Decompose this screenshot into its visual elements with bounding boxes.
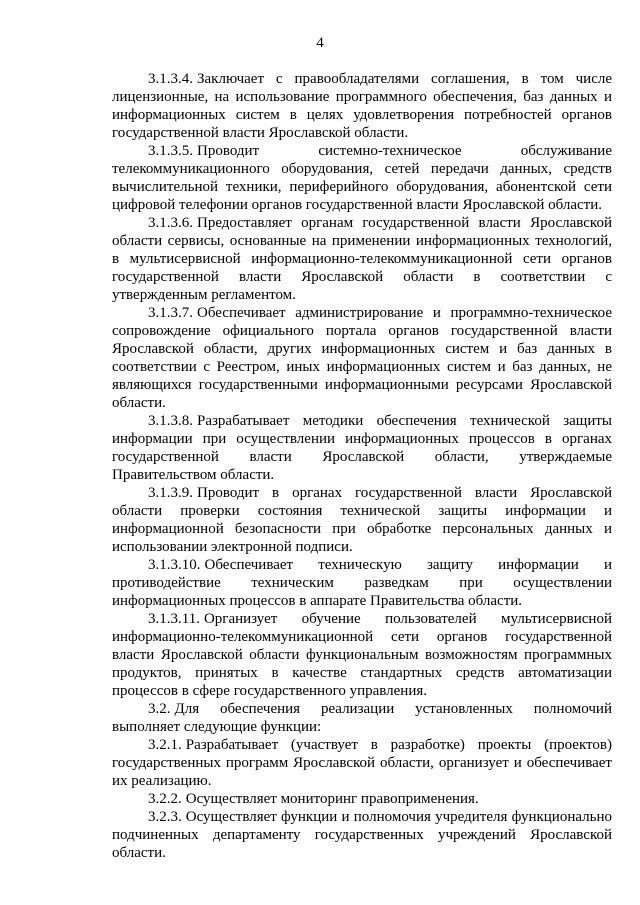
paragraph-text: Проводит системно-техническое обслуживание телекоммуникационного оборудования, сетей передачи данных, средств вычислительной техники, периферийного оборудования, абонентской сети цифровой телефонии органов государственной власти Ярославской области. — [112, 143, 612, 213]
paragraph-number: 3.1.3.7. — [148, 305, 193, 321]
paragraph-3-1-3-11 — [112, 610, 612, 700]
paragraph-number: 3.2.3. — [148, 809, 182, 825]
paragraph-number: 3.1.3.5. — [148, 143, 193, 159]
paragraph-number: 3.2.2. — [148, 791, 182, 807]
paragraph-3-1-3-7 — [112, 304, 612, 412]
paragraph-text: Предоставляет органам государственной власти Ярославской области сервисы, основанные на применении информационных технологий, в мультисервисной информационно-телекоммуникационной сети органов государственной власти Ярославской области в соответствии с утвержденным регламентом. — [112, 215, 612, 303]
paragraph-number: 3.1.3.4. — [148, 71, 193, 87]
paragraph-number: 3.1.3.6. — [148, 215, 193, 231]
paragraph-3-2 — [112, 700, 612, 736]
paragraph-number: 3.1.3.10. — [148, 557, 201, 573]
paragraph-3-1-3-5 — [112, 142, 612, 214]
paragraph-3-1-3-6 — [112, 214, 612, 304]
paragraph-3-1-3-8 — [112, 412, 612, 484]
paragraph-text: Организует обучение пользователей мультисервисной информационно-телекоммуникационной сети органов государственной власти Ярославской области функциональным возможностям программных продуктов, принятых в качестве стандартных средств автоматизации процессов в сфере государственного управления. — [112, 611, 612, 699]
paragraph-text: Осуществляет мониторинг правоприменения. — [185, 791, 479, 807]
paragraph-text: Заключает с правообладателями соглашения, в том числе лицензионные, на использование программного обеспечения, баз данных и информационных систем в целях удовлетворения потребностей органов государственной власти Ярославской области. — [112, 71, 612, 141]
paragraph-text: Разрабатывает методики обеспечения технической защиты информации при осуществлении информационных процессов в органах государственной власти Ярославской области, утверждаемые Правительством области. — [112, 413, 612, 483]
paragraph-number: 3.1.3.9. — [148, 485, 193, 501]
paragraph-3-2-3 — [112, 808, 612, 862]
paragraph-text: Осуществляет функции и полномочия учредителя функционально подчиненных департаменту государственных учреждений Ярославской области. — [112, 809, 612, 861]
paragraph-number: 3.1.3.8. — [148, 413, 193, 429]
paragraph-number: 3.2. — [148, 701, 171, 717]
paragraph-text: Проводит в органах государственной власти Ярославской области проверки состояния технической защиты информации и информационной безопасности при обработке персональных данных и использовании электронной подписи. — [112, 485, 612, 555]
paragraph-text: Разрабатывает (участвует в разработке) проекты (проектов) государственных программ Ярославской области, организует и обеспечивает их реализацию. — [112, 737, 612, 789]
paragraph-text: Для обеспечения реализации установленных полномочий выполняет следующие функции: — [112, 701, 612, 735]
paragraph-number: 3.1.3.11. — [148, 611, 200, 627]
paragraph-3-1-3-10 — [112, 556, 612, 610]
page-number: 4 — [316, 35, 324, 51]
paragraph-number: 3.2.1. — [148, 737, 182, 753]
paragraph-text: Обеспечивает администрирование и программно-техническое сопровождение официального портала органов государственной власти Ярославской области, других информационных систем и баз данных в соответствии с Реестром, иных информационных систем и баз данных, не являющихся государственными информационными ресурсами Ярославской области. — [112, 305, 612, 411]
paragraph-3-1-3-4 — [112, 70, 612, 142]
paragraph-3-2-2 — [112, 790, 612, 808]
paragraph-text: Обеспечивает техническую защиту информации и противодействие техническим разведкам при осуществлении информационных процессов в аппарате Правительства области. — [112, 557, 612, 609]
document-body — [112, 70, 612, 862]
paragraph-3-1-3-9 — [112, 484, 612, 556]
paragraph-3-2-1 — [112, 736, 612, 790]
